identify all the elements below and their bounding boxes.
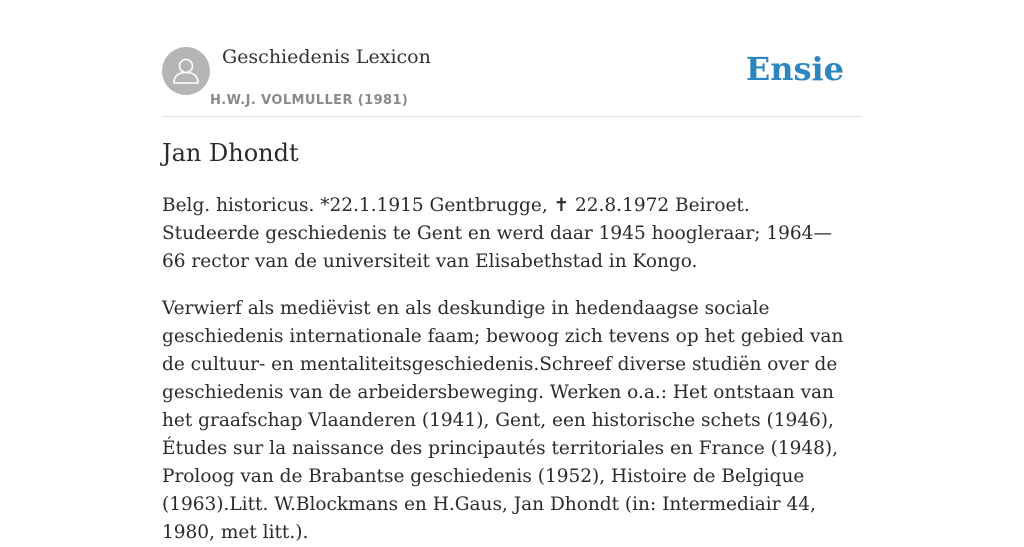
- lexicon-author[interactable]: H.W.J. VOLMULLER (1981): [210, 93, 409, 108]
- brand-logo[interactable]: Ensie: [745, 50, 844, 88]
- page-container: [162, 0, 862, 543]
- article-title: Jan Dhondt: [162, 139, 299, 167]
- lexicon-header: [162, 0, 862, 117]
- article-paragraph-2: Verwierf als mediëvist en als deskundige in hedendaagse sociale geschiedenis internationale faam; bewoog zich tevens op het gebied van de cultuur- en mentaliteitsgeschiedenis.Schreef diverse studiën over de geschiedenis van de arbeidersbeweging. Werken o.a.: Het ontstaan van het graafschap Vlaanderen (1941), Gent, een historische schets (1946), Études sur la naissance des principautés territoriales en France (1948), Proloog van de Brabantse geschiedenis (1952), Histoire de Belgique (1963).Litt. W.Blockmans en H.Gaus, Jan Dhondt (in: Intermediair 44, 1980, met litt.).: [162, 298, 844, 543]
- lexicon-title[interactable]: Geschiedenis Lexicon: [222, 46, 431, 68]
- user-icon[interactable]: [162, 47, 210, 95]
- article-paragraph-1: Belg. historicus. *22.1.1915 Gentbrugge, ✝ 22.8.1972 Beiroet. Studeerde geschiedenis te Gent en werd daar 1945 hoogleraar; 1964—66 rector van de universiteit van Elisabethstad in Kongo.: [162, 195, 832, 272]
